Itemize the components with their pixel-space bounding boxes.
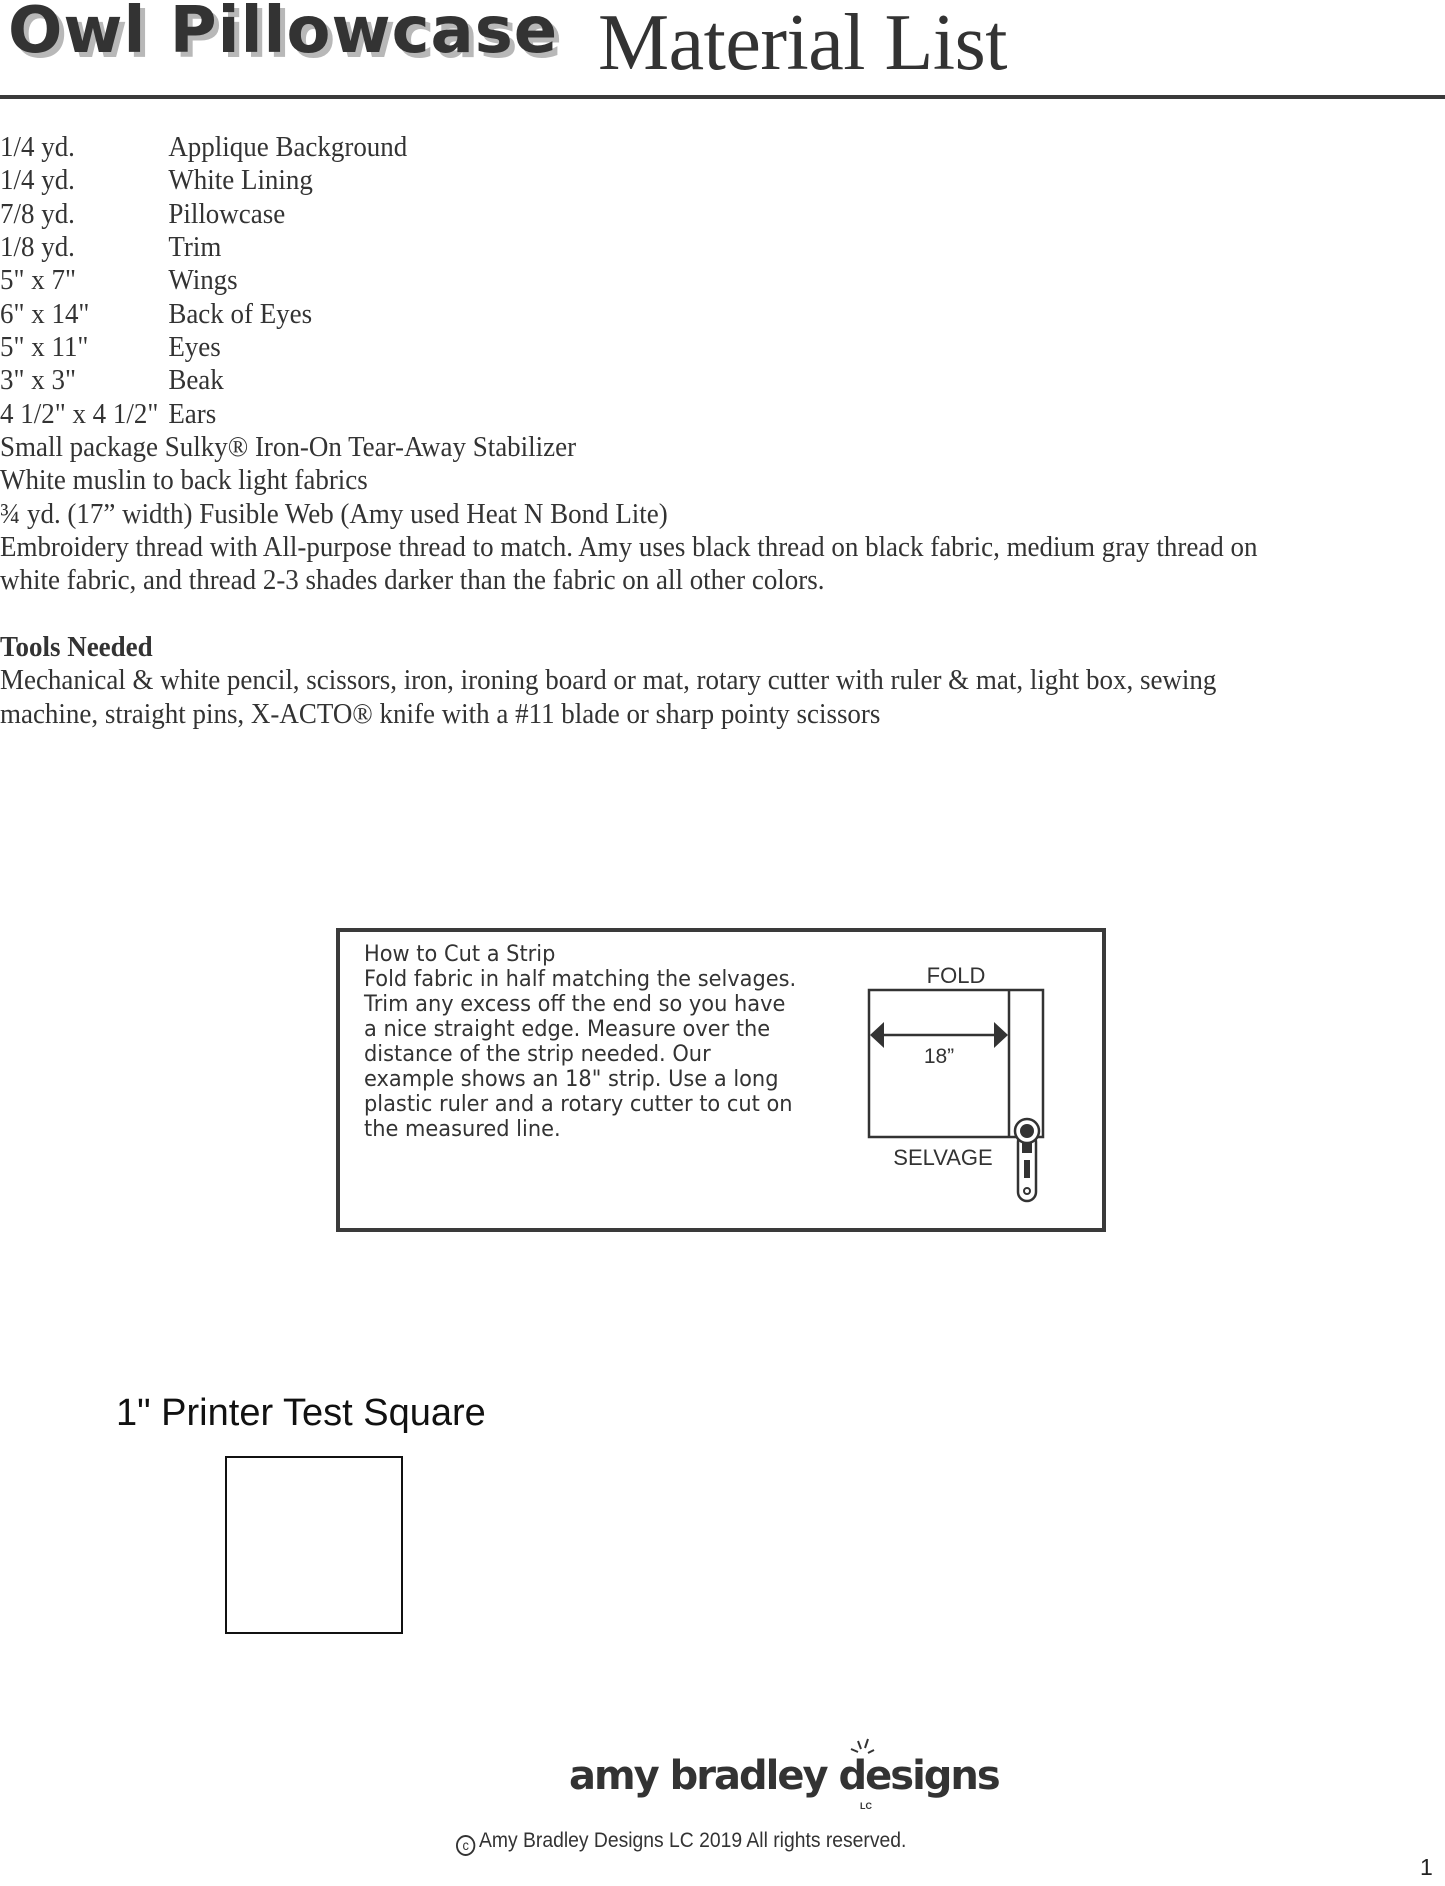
- tools-heading: Tools Needed: [0, 631, 153, 663]
- strip-box-text: distance of the strip needed. Our: [364, 1041, 711, 1067]
- material-row: [0, 164, 313, 197]
- material-qty: 3" x 3": [0, 364, 76, 396]
- material-qty: 1/8 yd.: [0, 231, 75, 263]
- material-item: Back of Eyes: [168, 298, 313, 330]
- material-qty: 1/4 yd.: [0, 131, 75, 163]
- logo-text: amy bradley designs: [569, 1753, 999, 1799]
- material-row: [0, 264, 238, 297]
- strip-box-text: Trim any excess off the end so you have: [364, 991, 786, 1017]
- header-divider: [0, 95, 1445, 99]
- material-row: [0, 398, 216, 431]
- strip-box-title: How to Cut a Strip: [364, 941, 556, 967]
- logo-suffix: LC: [860, 1801, 872, 1811]
- strip-box-text: Fold fabric in half matching the selvages.: [364, 966, 797, 992]
- material-item: Eyes: [168, 331, 221, 363]
- strip-box-text: example shows an 18" strip. Use a long: [364, 1066, 779, 1092]
- material-qty: 7/8 yd.: [0, 198, 75, 230]
- material-item: Trim: [168, 231, 222, 263]
- tools-line: Mechanical & white pencil, scissors, iron, ironing board or mat, rotary cutter with ruler & mat, light box, sewing: [0, 664, 1217, 696]
- strip-box-text: the measured line.: [364, 1116, 561, 1142]
- folded-fabric: [869, 990, 1043, 1137]
- page-title: Material List: [598, 0, 1007, 87]
- material-row: [0, 131, 407, 164]
- fabric-cut-diagram: [860, 950, 1100, 1210]
- material-qty: 4 1/2" x 4 1/2": [0, 398, 159, 430]
- copyright-text: Amy Bradley Designs LC 2019 All rights reserved.: [479, 1829, 907, 1852]
- tools-line: machine, straight pins, X-ACTO® knife with a #11 blade or sharp pointy scissors: [0, 698, 881, 730]
- fold-label: FOLD: [926, 963, 986, 988]
- rotary-cutter-icon: [1015, 1119, 1039, 1201]
- measure-label: 18”: [923, 1045, 955, 1068]
- material-note: White muslin to back light fabrics: [0, 464, 368, 496]
- material-qty: 5" x 7": [0, 264, 76, 296]
- material-item: Wings: [168, 264, 238, 296]
- title-script: Owl Pillowcase: [8, 0, 559, 68]
- sparkle-icon: [851, 1739, 874, 1753]
- material-note: ¾ yd. (17” width) Fusible Web (Amy used Heat N Bond Lite): [0, 498, 668, 530]
- material-item: Pillowcase: [168, 198, 286, 230]
- material-row: [0, 198, 285, 231]
- page-number: 1: [1420, 1854, 1433, 1880]
- copyright-icon: c: [456, 1835, 475, 1856]
- material-qty: 5" x 11": [0, 331, 89, 363]
- printer-test-title: 1" Printer Test Square: [116, 1392, 486, 1434]
- strip-box-text: plastic ruler and a rotary cutter to cut on: [364, 1091, 793, 1117]
- strip-box-text: a nice straight edge. Measure over the: [364, 1016, 771, 1042]
- material-item: Applique Background: [168, 131, 408, 163]
- material-row: [0, 298, 312, 331]
- material-row: [0, 231, 221, 264]
- selvage-label: SELVAGE: [893, 1145, 993, 1170]
- material-item: White Lining: [168, 164, 313, 196]
- material-row: [0, 364, 224, 397]
- material-qty: 1/4 yd.: [0, 164, 75, 196]
- material-item: Beak: [168, 364, 224, 396]
- material-item: Ears: [168, 398, 217, 430]
- printer-test-square: [225, 1456, 403, 1634]
- material-row: [0, 331, 221, 364]
- amy-bradley-designs-logo: [565, 1735, 999, 1815]
- material-note: white fabric, and thread 2-3 shades darker than the fabric on all other colors.: [0, 564, 825, 596]
- material-note: Small package Sulky® Iron-On Tear-Away Stabilizer: [0, 431, 577, 463]
- copyright-notice: [456, 1829, 906, 1856]
- material-note: Embroidery thread with All-purpose thread to match. Amy uses black thread on black fabric, medium gray thread on: [0, 531, 1258, 563]
- material-qty: 6" x 14": [0, 298, 90, 330]
